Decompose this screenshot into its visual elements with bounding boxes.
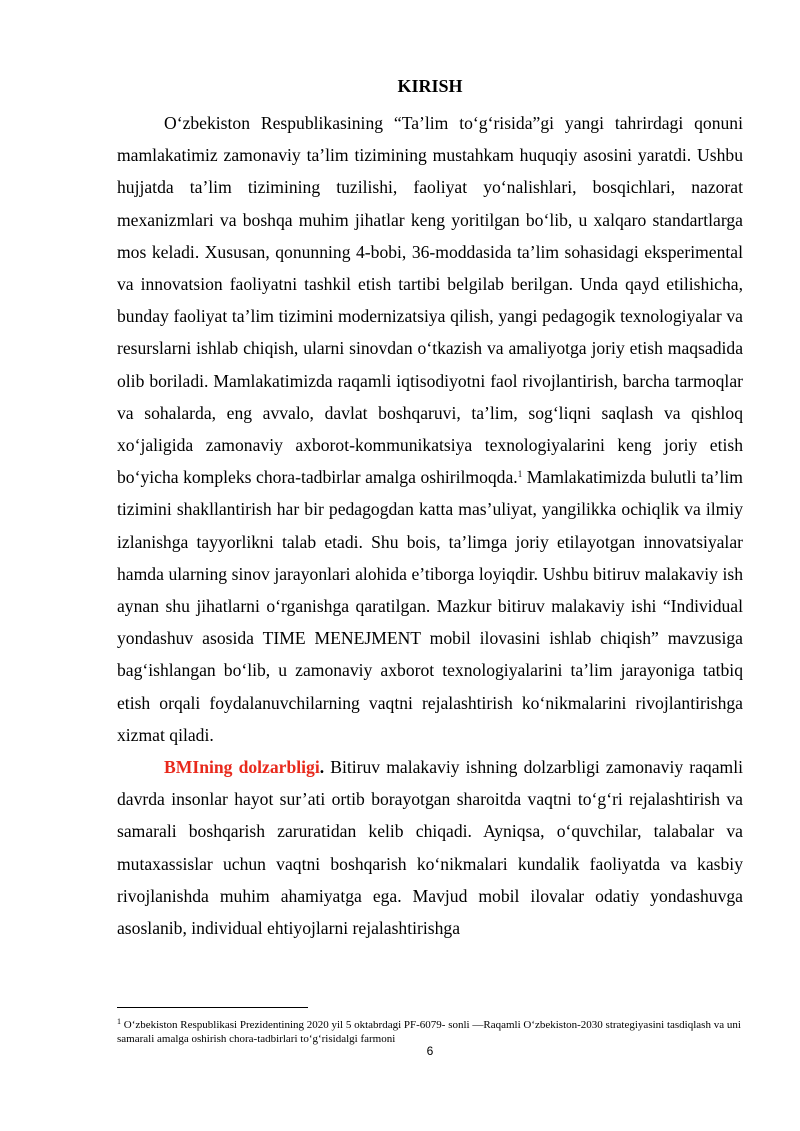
- intro-text-before-ref: O‘zbekiston Respublikasining “Ta’lim to‘g‘risida”gi yangi tahrirdagi qonuni mamlakatimiz zamonaviy ta’lim tizimining mustahkam huquqiy asosini yaratdi. Ushbu hujjatda ta’lim tizimining tuzilishi, faoliyat yo‘nalishlari, bosqichlari, nazorat mexanizmlari va boshqa muhim jihatlar keng yoritilgan bo‘lib, u xalqaro standartlarga mos keladi. Xususan, qonunning 4-bobi, 36-moddasida ta’lim sohasidagi eksperimental va innovatsion faoliyatni tashkil etish tartibi belgilab berilgan. Unda qayd etilishicha, bunday faoliyat ta’lim tizimini modernizatsiya qilish, yangi pedagogik texnologiyalar va resurslarni ishlab chiqish, ularni sinovdan o‘tkazish va amaliyotga joriy etish maqsadida olib boriladi. Mamlakatimizda raqamli iqtisodiyotni faol rivojlantirish, barcha tarmoqlar va sohalarda, eng avvalo, davlat boshqaruvi, ta’lim, sog‘liqni saqlash va qishloq xo‘jaligida zamonaviy axborot-kommunikatsiya texnologiyalarini keng joriy etish bo‘yicha kompleks chora-tadbirlar amalga oshirilmoqda.: [117, 113, 743, 488]
- footnote-marker: 1: [117, 1017, 121, 1026]
- body-text: [117, 107, 743, 944]
- relevance-lead: BMIning dolzarbligi: [164, 757, 320, 778]
- intro-paragraph: [117, 107, 743, 751]
- page-number: 6: [426, 1044, 434, 1058]
- relevance-lead-punct: .: [319, 757, 325, 778]
- intro-text-after-ref: Mamlakatimizda bulutli ta’lim tizimini shakllantirish har bir pedagogdan katta mas’uliyat, yangilikka ochiqlik va ilmiy izlanishga tayyorlikni talab etadi. Shu bois, ta’limga joriy etilayotgan innovatsiyalar hamda ularning sinov jarayonlari alohida e’tiborga loyiqdir. Ushbu bitiruv malakaviy ish aynan shu jihatlarni o‘rganishga qaratilgan. Mazkur bitiruv malakaviy ishi “Individual yondashuv asosida TIME MENEJMENT mobil ilovasini ishlab chiqish” mavzusiga bag‘ishlangan bo‘lib, u zamonaviy axborot texnologiyalarini ta’lim jarayoniga tatbiq etish orqali foydalanuvchilarning vaqtni rejalashtirish ko‘nikmalarini rivojlantirishga xizmat qiladi.: [117, 467, 743, 745]
- section-heading: KIRISH: [397, 76, 463, 96]
- footnote-reference[interactable]: 1: [517, 469, 523, 480]
- relevance-text: Bitiruv malakaviy ishning dolzarbligi zamonaviy raqamli davrda insonlar hayot sur’ati ortib borayotgan sharoitda vaqtni to‘g‘ri rejalashtirish va samarali boshqarish zaruratidan kelib chiqadi. Ayniqsa, o‘quvchilar, talabalar va mutaxassislar uchun vaqtni boshqarish ko‘nikmalari kundalik faoliyatda va kasbiy rivojlanishda muhim ahamiyatga ega. Mavjud mobil ilovalar odatiy yondashuvga asoslanib, individual ehtiyojlarni rejalashtirishga: [117, 757, 743, 939]
- footnote-separator: [117, 1007, 308, 1008]
- footnote-text: O‘zbekiston Respublikasi Prezidentining 2020 yil 5 oktabrdagi PF-6079- sonli —Raqamli O‘zbekiston-2030 strategiyasini tasdiqlash va uni samarali amalga oshirish chora-tadbirlari to‘g‘risidalgi farmoni: [117, 1019, 741, 1045]
- relevance-paragraph: [117, 751, 743, 944]
- footnote: [117, 1018, 743, 1046]
